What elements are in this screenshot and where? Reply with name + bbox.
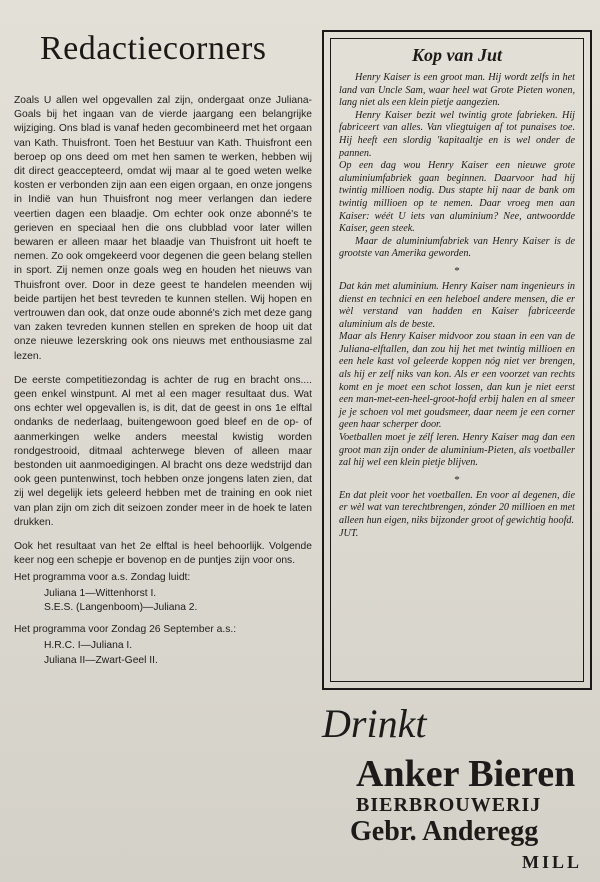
jut-paragraph: Op een dag wou Henry Kaiser een nieuwe grote aluminiumfabriek gaan beginnen. Daarvoor had hij twintig millioen nodig. Dus stapte hij naar de bank om twintig millioen op te nemen. Daar vroeg men aan Kaiser: wéét U iets van aluminium? Nee, antwoordde Kaiser, geen steek. <box>339 160 575 235</box>
jut-paragraph: Maar de aluminiumfabriek van Henry Kaiser is de grootste van Amerika geworden. <box>339 235 575 260</box>
kop-van-jut-inner <box>330 38 584 682</box>
jut-paragraph: Voetballen moet je zélf leren. Henry Kaiser mag dan een groot man zijn onder de aluminium-Pieten, als voetballer zal hij wel een klein pietje blijven. <box>339 432 575 469</box>
fixture-item: Juliana 1—Wittenhorst I. <box>44 587 157 599</box>
fixture-item: Juliana II—Zwart-Geel II. <box>44 654 158 666</box>
jut-paragraph: Dat kán met aluminium. Henry Kaiser nam ingenieurs in dienst en technici en een helebоel andere mensen, die er wèl verstand van hadden en Kaiser fabriceerde aluminium als de beste. <box>339 280 575 330</box>
jut-signature: JUT. <box>339 527 359 539</box>
editorial-paragraph-2: De eerste competitiezondag is achter de rug en bracht ons.... geen enkel winstpunt. Al met al een mager resultaat dus. Wat ons echter wel opgevallen is, is dit, dat de geest in ons 1e elftal ondanks de nederlaag, buitengewoon goed bleef en de op- of aanmerkingen welke anders meestal kwistig worden rondgestrooid, ditmaal achterwege bleven of alleen maar bestonden uit aanmoedigingen. Al bracht ons deze wedstrijd dan ook geen puntenwinst, toch hebben onze jongens laten zien, dat zij wel degelijk iets geleerd hebben met de training en ook niet van plan zijn om zich dit seizoen zonder meer in de hoek te laten drukken. <box>14 374 312 528</box>
kop-van-jut-box <box>322 30 592 690</box>
programme-1-list <box>14 587 312 615</box>
jut-paragraph: En dat pleit voor het voetballen. En voor al degenen, die er wèl wat van terechtbrengen, zónder 20 millioen en met alleen hun eigen, niks bijzonder groot of gewichtig hoofd. <box>339 489 575 526</box>
jut-paragraph: Henry Kaiser bezit wel twintig grote fabrieken. Hij fabriceert van alles. Van vliegtuigen af tot punaises toe. Hij heeft een slordig 'kapitaaltje en is wel onder de pannen. <box>339 109 575 159</box>
editorial-paragraph-1: Zoals U allen wel opgevallen zal zijn, ondergaat onze Juliana-Goals bij het ingaan van de vierde jaargang een belangrijke wijziging. Ons blad is vanaf heden gecombineerd met het orgaan van Kath. Thuisfront. Toen het Bestuur van Kath. Thuisfront een beroep op ons deed om met hen samen te werken, hebben wij dit direct geaccepteerd, omdat wij maar al te goed weten welke kosten er verbonden zijn aan een eigen orgaan, en onze jongens in Indië van hun Thuisfront nog meer verlangen dan iedere veertien dagen een blaadje. Om echter ook onze abonné's te gerieven en speciaal hen die ons clubblad voor later willen bewaren er alleen maar het blaadje van Thuisfront uit hoeft te nemen. Zo ook omgekeerd voor degenen die geen belang stellen in sport. Zij nemen onze goals weg en houden het nieuws van Thuisfront over. Door in deze geest te handelen meenden wij beide partijen het best tevreden te kunnen stellen. Wij hopen en vertrouwen dan ook, dat onze oude abonné's zich met deze gang van zaken tevreden kunnen stellen en spreken de hoop uit dat onze nieuwe lezerskring ook ons nieuws met enthousiasme zal lezen. <box>14 95 312 362</box>
editorial-heading: Redactiecorners <box>40 30 267 67</box>
section-divider-star: * <box>454 473 460 486</box>
kop-van-jut-title: Kop van Jut <box>411 45 503 65</box>
programme-2-title: Het programma voor Zondag 26 September a.s.: <box>14 624 237 636</box>
editorial-column <box>14 30 312 676</box>
programme-2-list <box>14 639 312 667</box>
fixture-item: H.R.C. I—Juliana I. <box>44 640 133 652</box>
fixture-item: S.E.S. (Langenboom)—Juliana 2. <box>44 601 198 613</box>
section-divider-star: * <box>454 264 460 277</box>
jut-paragraph: Maar als Henry Kaiser midvoor zou staan in een van de Juliana-elftallen, dan zou hij het met twintig millioen en een hele kast vol geleerde koppen nóg niet ver brengen, als hij er zelf niks van kon. Als er een voorzet van rechts komt en je moet een schot lossen, dan kun je niet eerst een man-met-een-heel-groot-hofd erbij halen en al smeer je je schoen vol met goudsmeer, daar neem je een corner geen haar scherper door. <box>339 331 575 431</box>
beer-advertisement <box>322 700 592 878</box>
ad-drinkt-text: Drinkt <box>322 701 427 746</box>
jut-paragraph: Henry Kaiser is een groot man. Hij wordt zelfs in het land van Uncle Sam, waar heel wat Grote Pieten wonen, lang niet als een klein pietje aangezien. <box>339 72 575 109</box>
editorial-paragraph-3: Ook het resultaat van het 2e elftal is heel behoorlijk. Volgende keer nog een schepje er bovenop en de puntjes zijn voor ons. <box>14 541 312 567</box>
programme-1-title: Het programma voor a.s. Zondag luidt: <box>14 571 191 583</box>
ad-brand-name: Anker Bieren <box>356 753 576 795</box>
ad-location: MILL <box>521 852 582 872</box>
ad-company-name: Gebr. Anderegg <box>350 816 539 847</box>
ad-brewery-label: BIERBROUWERIJ <box>356 794 542 816</box>
